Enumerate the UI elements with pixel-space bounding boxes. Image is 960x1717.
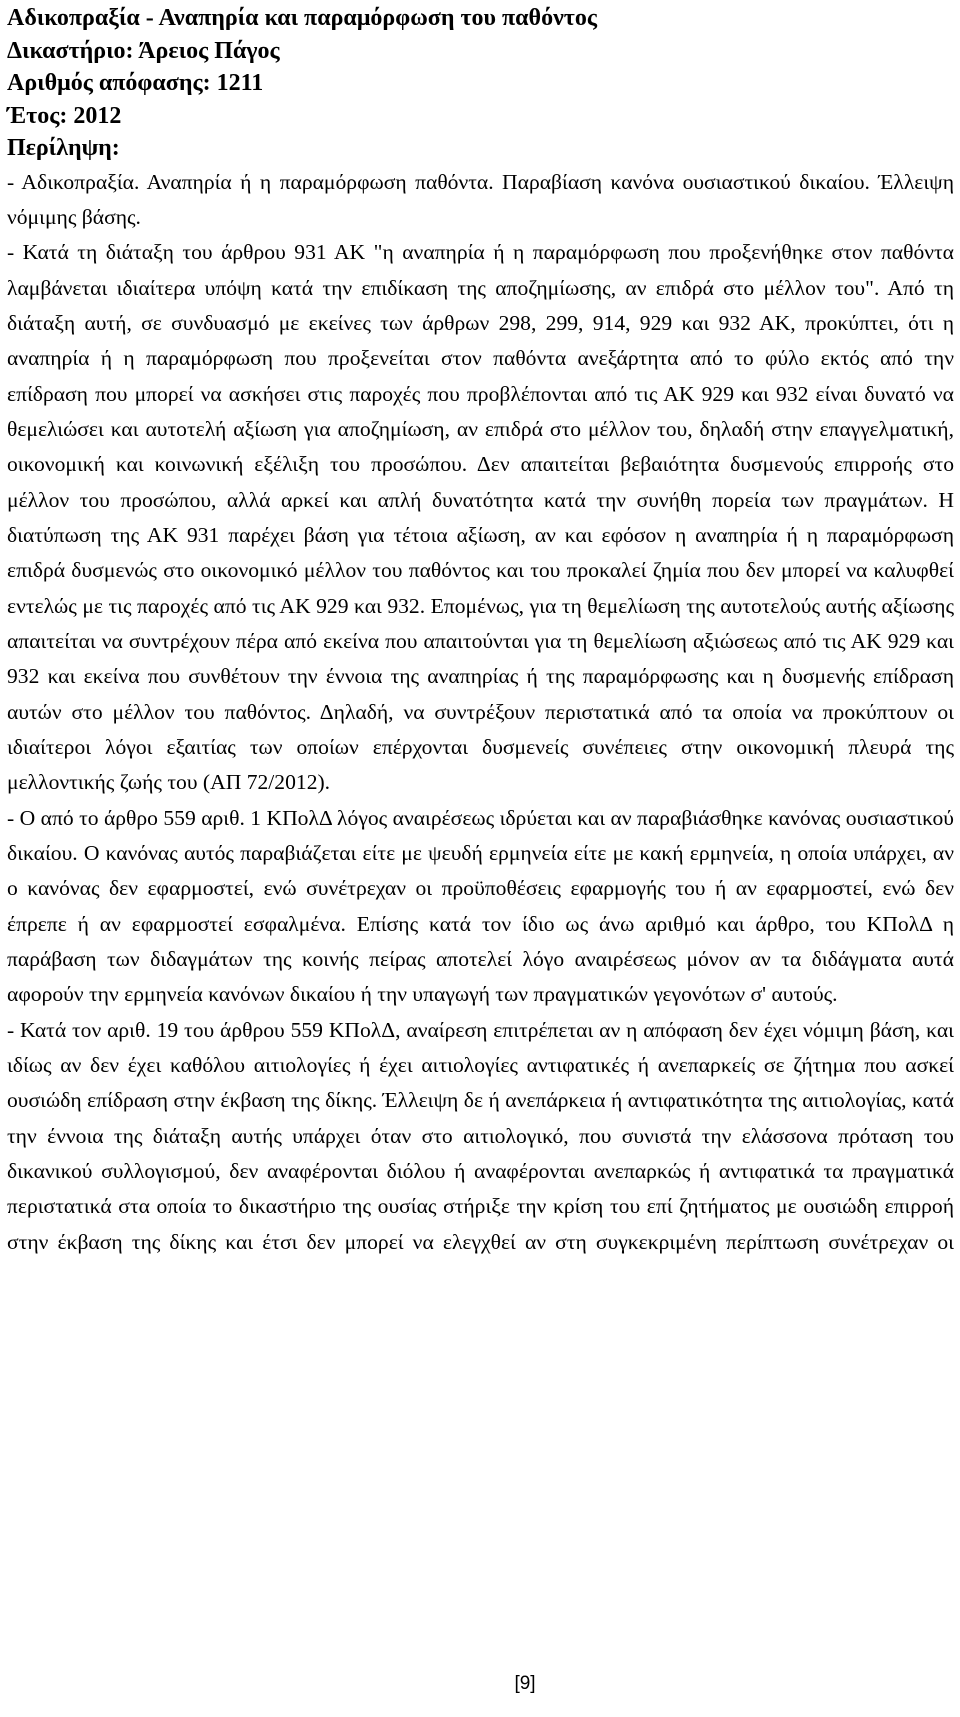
- document-page: [7, 2, 954, 1260]
- summary-label: Περίληψη:: [7, 135, 120, 161]
- court-name: Δικαστήριο: Άρειος Πάγος: [7, 37, 280, 64]
- summary-paragraph: - Κατά τον αριθ. 19 του άρθρου 559 ΚΠολΔ, αναίρεση επιτρέπεται αν η απόφαση δεν έχει νόμιμη βάση, και ιδίως αν δεν έχει καθόλου αιτιολογίες ή έχει αιτιολογίες αντιφατικές ή ανεπαρκείς σε ζήτημα που ασκεί ουσιώδη επίδραση στην έκβαση της δίκης. Έλλειψη δε ή ανεπάρκεια ή αντιφατικότητα της αιτιολογίας, κατά την έννοια της διάταξη αυτής υπάρχει όταν στο αιτιολογικό, που συνιστά την ελάσσονα πρόταση του δικανικού συλλογισμού, δεν αναφέρονται διόλου ή αναφέρονται ανεπαρκώς ή αντιφατικά τα πραγματικά περιστατικά στα οποία το δικαστήριο της ουσίας στήριξε την κρίση του επί ζητήματος με ουσιώδη επιρροή στην έκβαση της δίκης και έτσι δεν μπορεί να ελεγχθεί αν στη συγκεκριμένη περίπτωση συνέτρεχαν οι: [7, 1017, 954, 1254]
- summary-paragraph: - Αδικοπραξία. Αναπηρία ή η παραμόρφωση παθόντα. Παραβίαση κανόνα ουσιαστικού δικαίου. Έλλειψη νόμιμης βάσης.: [7, 169, 954, 229]
- decision-year: Έτος: 2012: [7, 102, 122, 129]
- summary-body: [7, 165, 954, 1261]
- document-category: Αδικοπραξία - Αναπηρία και παραμόρφωση του παθόντος: [7, 5, 597, 31]
- summary-paragraph: - Κατά τη διάταξη του άρθρου 931 ΑΚ "η αναπηρία ή η παραμόρφωση που προξενήθηκε στον παθόντα λαμβάνεται ιδιαίτερα υπόψη κατά την επιδίκαση της αποζημίωσης, αν επιδρά στο μέλλον του". Από τη διάταξη αυτή, σε συνδυασμό με εκείνες των άρθρων 298, 299, 914, 929 και 932 ΑΚ, προκύπτει, ότι η αναπηρία ή η παραμόρφωση που προξενείται στον παθόντα ανεξάρτητα από το φύλο εκτός από την επίδραση που μπορεί να ασκήσει στις παροχές που προβλέπονται από τις ΑΚ 929 και 932 είναι δυνατό να θεμελιώσει και αυτοτελή αξίωση για αποζημίωση, αν επιδρά στο μέλλον του, δηλαδή στην επαγγελματική, οικονομική και κοινωνική εξέλιξη του προσώπου. Δεν απαιτείται βεβαιότητα δυσμενούς επιρροής στο μέλλον του προσώπου, αλλά αρκεί και απλή δυνατότητα κατά την συνήθη πορεία των πραγμάτων. Η διατύπωση της ΑΚ 931 παρέχει βάση για τέτοια αξίωση, αν και εφόσον η αναπηρία ή η παραμόρφωση επιδρά δυσμενώς στο οικονομικό μέλλον του παθόντος και του προκαλεί ζημία που δεν μπορεί να καλυφθεί εντελώς με τις παροχές από τις ΑΚ 929 και 932. Επομένως, για τη θεμελίωση της αυτοτελούς αυτής αξίωσης απαιτείται να συντρέχουν πέρα από εκείνα που απαιτούνται για τη θεμελίωση αξιώσεως από τις ΑΚ 929 και 932 και εκείνα που συνθέτουν την έννοια της αναπηρίας ή της παραμόρφωσης και η δυσμενής επίδραση αυτών στο μέλλον του παθόντος. Δηλαδή, να συντρέξουν περιστατικά από τα οποία να προκύπτουν οι ιδιαίτεροι λόγοι εξαιτίας των οποίων επέρχονται δυσμενείς συνέπειες στην οικονομική πλευρά της μελλοντικής ζωής του (ΑΠ 72/2012).: [7, 240, 954, 795]
- summary-paragraph: - Ο από το άρθρο 559 αριθ. 1 ΚΠολΔ λόγος αναιρέσεως ιδρύεται και αν παραβιάσθηκε κανόνας ουσιαστικού δικαίου. Ο κανόνας αυτός παραβιάζεται είτε με ψευδή ερμηνεία είτε με κακή ερμηνεία, η οποία υπάρχει, αν ο κανόνας δεν εφαρμοστεί, ενώ συνέτρεχαν οι προϋποθέσεις εφαρμογής του ή αν εφαρμοστεί, ενώ δεν έπρεπε ή αν εφαρμοστεί εσφαλμένα. Επίσης κατά τον ίδιο ως άνω αριθμό και άρθρο, του ΚΠολΔ η παράβαση των διδαγμάτων της κοινής πείρας αποτελεί λόγο αναιρέσεως μόνον αν τα διδάγματα αυτά αφορούν την ερμηνεία κανόνων δικαίου ή την υπαγωγή των πραγματικών γεγονότων σ' αυτούς.: [7, 805, 954, 1007]
- decision-number: Αριθμός απόφασης: 1211: [7, 70, 264, 96]
- page-number: [9]: [514, 1673, 536, 1694]
